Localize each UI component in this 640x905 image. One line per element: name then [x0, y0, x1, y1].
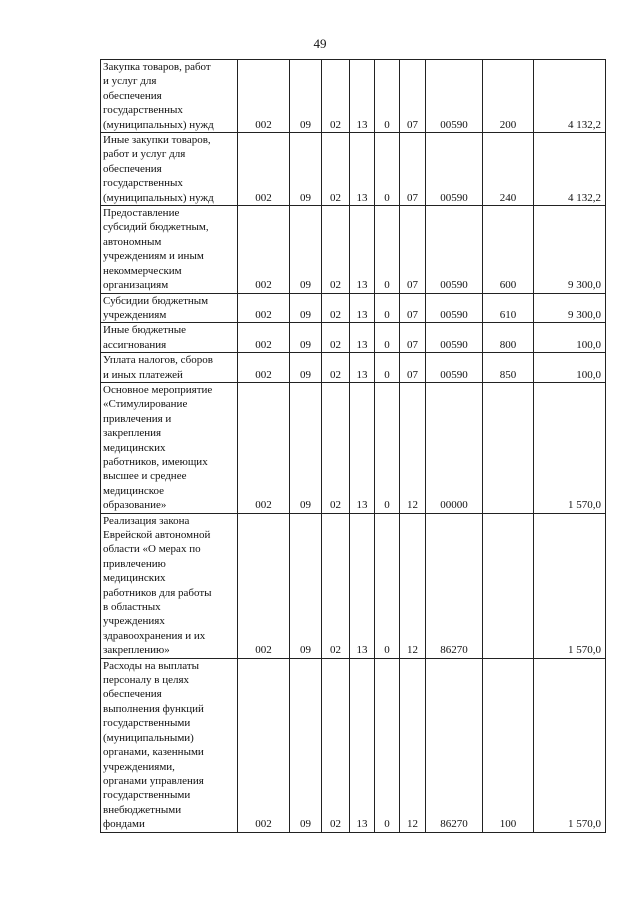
row-name-line: государственных	[103, 104, 183, 117]
row-name-line: Реализация закона	[103, 514, 190, 527]
row-name-line: государственными	[103, 789, 191, 802]
code-subsection: 02	[322, 658, 350, 832]
row-name-line: внебюджетными	[103, 803, 182, 816]
code-program: 13	[350, 513, 375, 658]
code-section: 09	[290, 133, 322, 206]
code-ministry: 002	[238, 133, 290, 206]
code-activity: 07	[400, 353, 426, 383]
row-name-line: Субсидии бюджетным	[103, 294, 209, 307]
code-program: 13	[350, 353, 375, 383]
table-row	[101, 658, 606, 832]
code-direction: 00590	[426, 206, 483, 293]
row-name	[101, 323, 238, 353]
code-section: 09	[290, 382, 322, 513]
code-ministry: 002	[238, 293, 290, 323]
code-subprogram: 0	[375, 658, 400, 832]
code-subsection: 02	[322, 353, 350, 383]
code-ministry: 002	[238, 353, 290, 383]
row-name-line: организациям	[103, 279, 169, 292]
row-name-line: работников для работы	[103, 586, 212, 599]
row-name-line: обеспечения	[103, 162, 162, 175]
row-name-line: «Стимулирование	[103, 398, 188, 411]
code-direction: 00590	[426, 133, 483, 206]
code-subprogram: 0	[375, 133, 400, 206]
row-name-line: обеспечения	[103, 89, 162, 102]
row-name-line: Еврейской автономной	[103, 529, 211, 541]
code-expense-type: 600	[483, 206, 534, 293]
row-name-line: закреплению»	[103, 644, 170, 657]
row-name-line: высшее и среднее	[103, 470, 187, 483]
code-program: 13	[350, 293, 375, 323]
row-name-line: обеспечения	[103, 688, 162, 701]
code-subprogram: 0	[375, 382, 400, 513]
code-subsection: 02	[322, 323, 350, 353]
code-activity: 12	[400, 513, 426, 658]
code-activity: 07	[400, 323, 426, 353]
row-name-line: Предоставление	[103, 207, 180, 220]
table-body	[101, 60, 606, 833]
row-name-line: области «О мерах по	[103, 543, 201, 556]
row-name	[101, 658, 238, 832]
row-name-line: некоммерческим	[103, 264, 182, 277]
row-name-line: медицинских	[103, 572, 166, 585]
row-name-line: Расходы на выплаты	[103, 659, 200, 672]
row-name	[101, 206, 238, 293]
row-name	[101, 382, 238, 513]
row-name-line: органами управления	[103, 774, 204, 787]
amount: 4 132,2	[534, 133, 606, 206]
row-name-line: субсидий бюджетным,	[103, 221, 209, 234]
code-section: 09	[290, 658, 322, 832]
code-expense-type: 100	[483, 658, 534, 832]
amount: 9 300,0	[534, 206, 606, 293]
code-expense-type	[483, 513, 534, 658]
code-expense-type: 850	[483, 353, 534, 383]
code-section: 09	[290, 353, 322, 383]
code-ministry: 002	[238, 206, 290, 293]
code-ministry: 002	[238, 658, 290, 832]
code-direction: 00590	[426, 60, 483, 133]
row-name-line: медицинских	[103, 441, 166, 454]
row-name-line: учреждениям	[103, 308, 167, 321]
code-direction: 00590	[426, 323, 483, 353]
code-expense-type: 200	[483, 60, 534, 133]
code-subprogram: 0	[375, 293, 400, 323]
amount: 9 300,0	[534, 293, 606, 323]
row-name-line: Иные закупки товаров,	[103, 134, 211, 147]
code-subsection: 02	[322, 293, 350, 323]
code-subprogram: 0	[375, 323, 400, 353]
row-name-line: государственными	[103, 717, 191, 730]
row-name	[101, 513, 238, 658]
code-activity: 07	[400, 133, 426, 206]
amount: 1 570,0	[534, 382, 606, 513]
code-subprogram: 0	[375, 353, 400, 383]
row-name-line: (муниципальных) нужд	[103, 118, 214, 131]
code-program: 13	[350, 382, 375, 513]
row-name-line: и услуг для	[103, 75, 157, 88]
budget-table	[100, 59, 606, 833]
row-name-line: Закупка товаров, работ	[103, 61, 211, 73]
row-name-line: работников, имеющих	[103, 455, 208, 468]
code-program: 13	[350, 323, 375, 353]
row-name-line: выполнения функций	[103, 702, 204, 715]
row-name-line: привлечению	[103, 557, 166, 570]
code-direction: 00590	[426, 293, 483, 323]
table-row	[101, 133, 606, 206]
code-activity: 12	[400, 382, 426, 513]
code-ministry: 002	[238, 323, 290, 353]
table-row	[101, 353, 606, 383]
code-activity: 07	[400, 206, 426, 293]
row-name	[101, 133, 238, 206]
row-name-line: привлечения и	[103, 412, 172, 425]
row-name-line: учреждениях	[103, 615, 165, 628]
code-section: 09	[290, 206, 322, 293]
code-expense-type	[483, 382, 534, 513]
table-row	[101, 60, 606, 133]
table-row	[101, 382, 606, 513]
code-direction: 86270	[426, 658, 483, 832]
code-subsection: 02	[322, 206, 350, 293]
code-subprogram: 0	[375, 60, 400, 133]
code-direction: 00000	[426, 382, 483, 513]
code-section: 09	[290, 323, 322, 353]
code-subsection: 02	[322, 60, 350, 133]
code-direction: 00590	[426, 353, 483, 383]
row-name-line: персоналу в целях	[103, 674, 190, 687]
row-name-line: учреждениям и иным	[103, 250, 204, 263]
row-name-line: органами, казенными	[103, 746, 204, 759]
amount: 100,0	[534, 323, 606, 353]
row-name-line: (муниципальными)	[103, 731, 194, 744]
row-name-line: образование»	[103, 499, 167, 512]
code-activity: 12	[400, 658, 426, 832]
page-number: 49	[313, 36, 327, 51]
row-name-line: учреждениями,	[103, 760, 175, 773]
table-row	[101, 293, 606, 323]
row-name-line: работ и услуг для	[103, 148, 186, 161]
row-name-line: государственных	[103, 177, 183, 190]
code-expense-type: 240	[483, 133, 534, 206]
code-section: 09	[290, 60, 322, 133]
code-section: 09	[290, 513, 322, 658]
amount: 1 570,0	[534, 658, 606, 832]
row-name-line: здравоохранения и их	[103, 629, 206, 642]
row-name	[101, 353, 238, 383]
row-name-line: и иных платежей	[103, 368, 183, 381]
row-name-line: ассигнования	[103, 338, 167, 351]
row-name-line: медицинское	[103, 484, 165, 497]
table-row	[101, 206, 606, 293]
row-name-line: (муниципальных) нужд	[103, 191, 214, 204]
table-row	[101, 513, 606, 658]
amount: 4 132,2	[534, 60, 606, 133]
code-subsection: 02	[322, 133, 350, 206]
row-name-line: автономным	[103, 235, 162, 248]
table-row	[101, 323, 606, 353]
row-name-line: Основное мероприятие	[103, 383, 213, 396]
code-expense-type: 800	[483, 323, 534, 353]
code-expense-type: 610	[483, 293, 534, 323]
amount: 100,0	[534, 353, 606, 383]
code-subsection: 02	[322, 382, 350, 513]
row-name	[101, 293, 238, 323]
row-name-line: закрепления	[103, 427, 162, 440]
code-ministry: 002	[238, 60, 290, 133]
row-name-line: в областных	[103, 601, 161, 614]
code-activity: 07	[400, 60, 426, 133]
code-subprogram: 0	[375, 206, 400, 293]
code-section: 09	[290, 293, 322, 323]
code-program: 13	[350, 206, 375, 293]
code-direction: 86270	[426, 513, 483, 658]
row-name-line: Уплата налогов, сборов	[103, 354, 213, 367]
code-subsection: 02	[322, 513, 350, 658]
code-activity: 07	[400, 293, 426, 323]
code-subprogram: 0	[375, 513, 400, 658]
code-program: 13	[350, 60, 375, 133]
code-ministry: 002	[238, 382, 290, 513]
code-ministry: 002	[238, 513, 290, 658]
amount: 1 570,0	[534, 513, 606, 658]
row-name	[101, 60, 238, 133]
row-name-line: фондами	[103, 818, 145, 831]
code-program: 13	[350, 133, 375, 206]
row-name-line: Иные бюджетные	[103, 324, 187, 337]
code-program: 13	[350, 658, 375, 832]
